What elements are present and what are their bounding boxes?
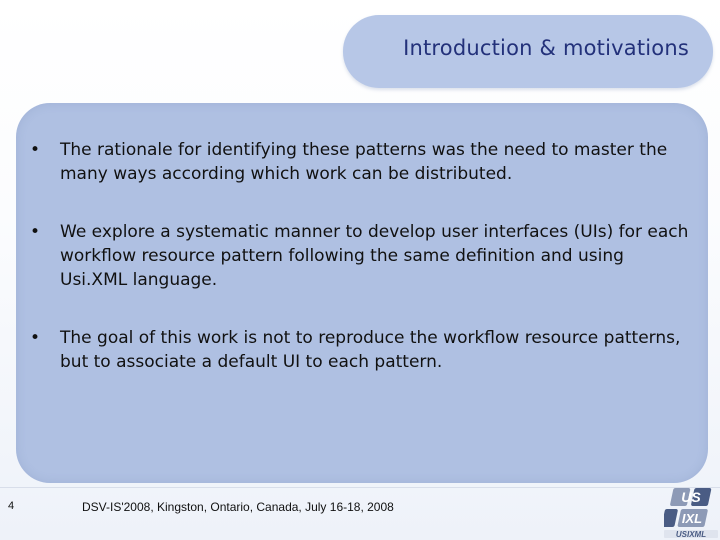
bullet-marker: • — [30, 140, 41, 160]
bullet-item — [30, 220, 696, 292]
footer-divider — [0, 487, 720, 488]
bullet-marker: • — [30, 328, 41, 348]
page-number: 4 — [8, 500, 15, 512]
bullet-list — [30, 138, 696, 374]
bullet-item — [30, 326, 696, 374]
usixml-logo — [664, 486, 718, 538]
logo-caption: USIXML — [675, 530, 707, 538]
bullet-text: The rationale for identifying these patterns was the need to master the many ways according which work can be distributed. — [60, 140, 668, 184]
slide-title: Introduction & motivations — [403, 36, 689, 60]
logo-letters-bottom: IXL — [681, 511, 703, 526]
bullet-text: We explore a systematic manner to develop user interfaces (UIs) for each workflow resource pattern following the same definition and using Usi.XML language. — [60, 222, 689, 290]
bullet-marker: • — [30, 222, 41, 242]
bullet-text: The goal of this work is not to reproduce the workflow resource patterns, but to associate a default UI to each pattern. — [60, 328, 681, 372]
footer-text: DSV-IS'2008, Kingston, Ontario, Canada, July 16-18, 2008 — [82, 500, 394, 514]
bullet-item — [30, 138, 696, 186]
logo-letters-top: US — [681, 489, 701, 505]
